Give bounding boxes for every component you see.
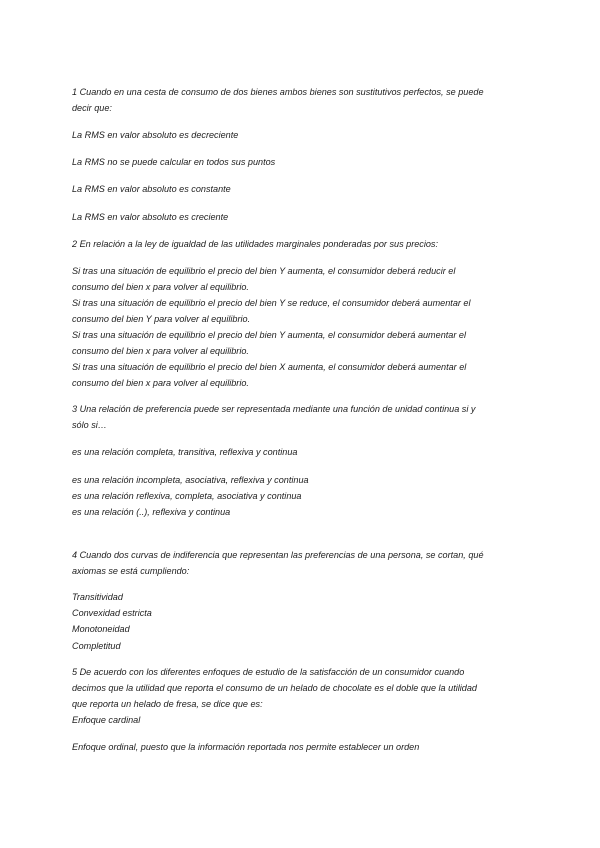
q5-option: Enfoque cardinal (72, 715, 141, 725)
q4-text-line: axiomas se está cumpliendo: (72, 566, 190, 576)
q2-option: Si tras una situación de equilibrio el precio del bien X aumenta, el consumidor deberá aumentar el (72, 362, 467, 372)
q2-option: consumo del bien x para volver al equilibrio. (72, 282, 249, 292)
q4-option: Monotoneidad (72, 624, 130, 634)
q2-text: 2 En relación a la ley de igualdad de las utilidades marginales ponderadas por sus precios: (72, 239, 438, 249)
q2-option: Si tras una situación de equilibrio el precio del bien Y aumenta, el consumidor deberá aumentar el (72, 330, 466, 340)
q1-text-line: decir que: (72, 103, 112, 113)
q4-text-line: 4 Cuando dos curvas de indiferencia que representan las preferencias de una persona, se cortan, qué (72, 550, 484, 560)
q1-option: La RMS en valor absoluto es decreciente (72, 130, 239, 140)
q4-option: Transitividad (72, 592, 123, 602)
q4-option: Convexidad estricta (72, 608, 152, 618)
q2-option: Si tras una situación de equilibrio el precio del bien Y se reduce, el consumidor deberá aumentar el (72, 298, 471, 308)
q3-option: es una relación completa, transitiva, reflexiva y continua (72, 447, 298, 457)
q2-option: consumo del bien x para volver al equilibrio. (72, 378, 249, 388)
q2-option: consumo del bien x para volver al equilibrio. (72, 346, 249, 356)
q2-option: Si tras una situación de equilibrio el precio del bien Y aumenta, el consumidor deberá reducir el (72, 266, 456, 276)
q5-text-line: decimos que la utilidad que reporta el consumo de un helado de chocolate es el doble que la utilidad (72, 683, 477, 693)
q1-option: La RMS en valor absoluto es creciente (72, 212, 229, 222)
q5-option: Enfoque ordinal, puesto que la información reportada nos permite establecer un orden (72, 742, 420, 752)
q3-option: es una relación reflexiva, completa, asociativa y continua (72, 491, 302, 501)
q4-option: Completitud (72, 641, 121, 651)
q3-text-line: 3 Una relación de preferencia puede ser representada mediante una función de unidad continua si y (72, 404, 476, 414)
q3-option: es una relación (..), reflexiva y continua (72, 507, 231, 517)
q3-option: es una relación incompleta, asociativa, reflexiva y continua (72, 475, 309, 485)
q5-text-line: 5 De acuerdo con los diferentes enfoques de estudio de la satisfacción de un consumidor cuando (72, 667, 465, 677)
q2-option: consumo del bien Y para volver al equilibrio. (72, 314, 251, 324)
q1-option: La RMS no se puede calcular en todos sus puntos (72, 157, 276, 167)
q1-option: La RMS en valor absoluto es constante (72, 184, 231, 194)
q3-text-line: sólo si… (72, 420, 107, 430)
q1-text-line: 1 Cuando en una cesta de consumo de dos bienes ambos bienes son sustitutivos perfectos, se puede (72, 87, 484, 97)
q5-text-line: que reporta un helado de fresa, se dice que es: (72, 699, 263, 709)
